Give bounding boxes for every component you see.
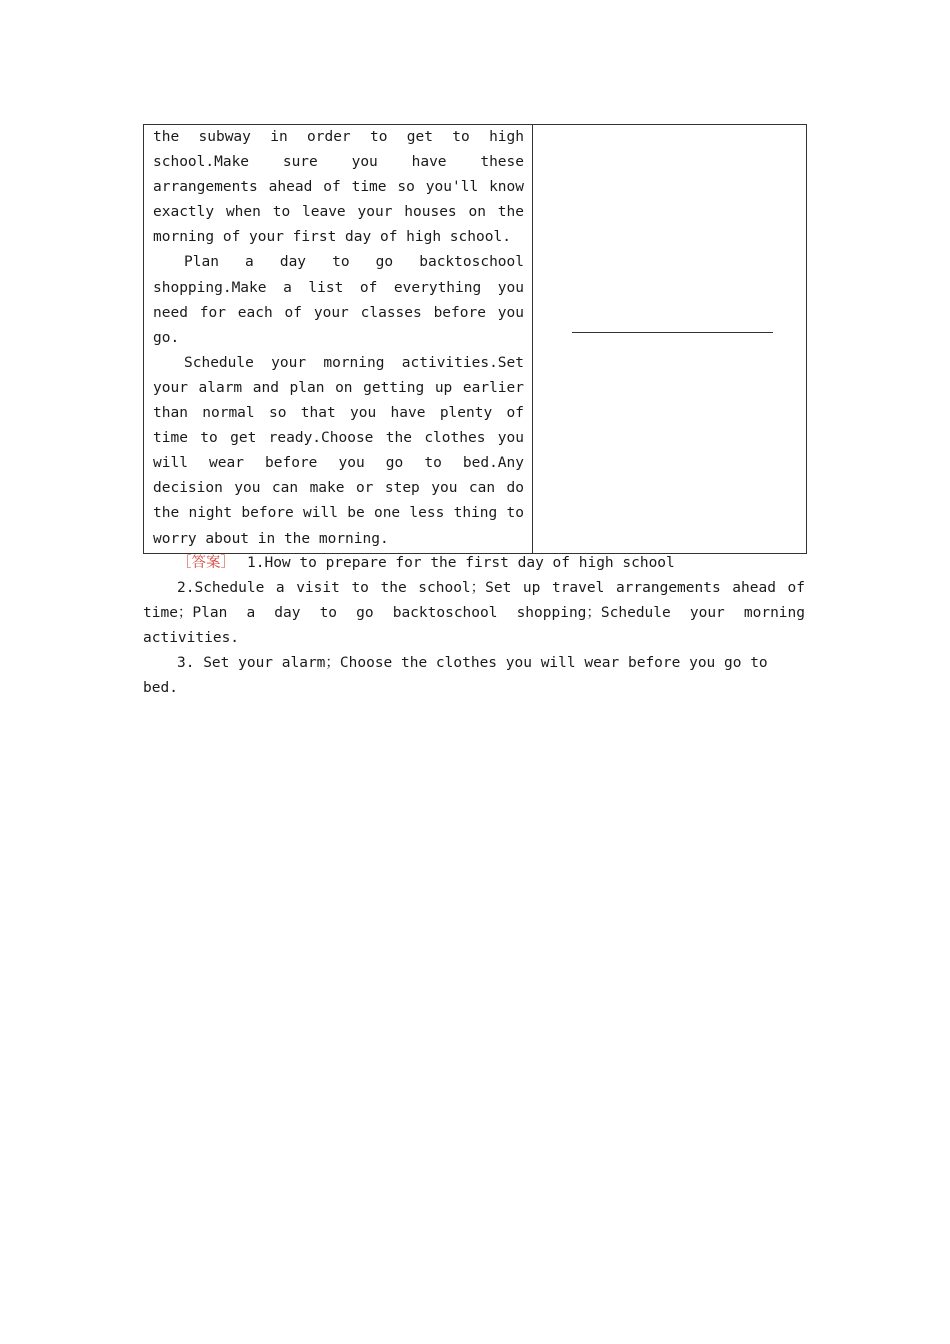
answer-section: [143, 551, 805, 702]
answer-item-3: 3. Set your alarm；Choose the clothes you will wear before you go to bed.: [143, 655, 768, 697]
passage-cell: [144, 125, 533, 553]
passage-table: [143, 124, 807, 554]
answer-item-1: [143, 551, 805, 576]
answer-cell: [533, 125, 806, 553]
answer-tag: ［答案］: [177, 555, 235, 571]
passage-paragraph-3: Schedule your morning activities.Set your alarm and plan on getting up earlier than normal so that you have plenty of time to get ready.Choose the clothes you will wear before you go to bed.Any decision you can make or step you can do the night before will be one less thing to worry about in the morning.: [153, 354, 524, 547]
answer-item-2: 2.Schedule a visit to the school；Set up travel arrangements ahead of time；Plan a day to go backtoschool shopping；Schedule your morning activities.: [143, 580, 805, 647]
passage-paragraph-2: Plan a day to go backtoschool shopping.Make a list of everything you need for each of your classes before you go.: [153, 254, 524, 346]
answer-item-1-text: 1.How to prepare for the first day of high school: [247, 555, 675, 571]
answer-blank-line: [572, 332, 773, 333]
passage-paragraph-1: the subway in order to get to high school.Make sure you have these arrangements ahead of time so you'll know exactly when to leave your houses on the morning of your first day of high school.: [153, 129, 524, 246]
